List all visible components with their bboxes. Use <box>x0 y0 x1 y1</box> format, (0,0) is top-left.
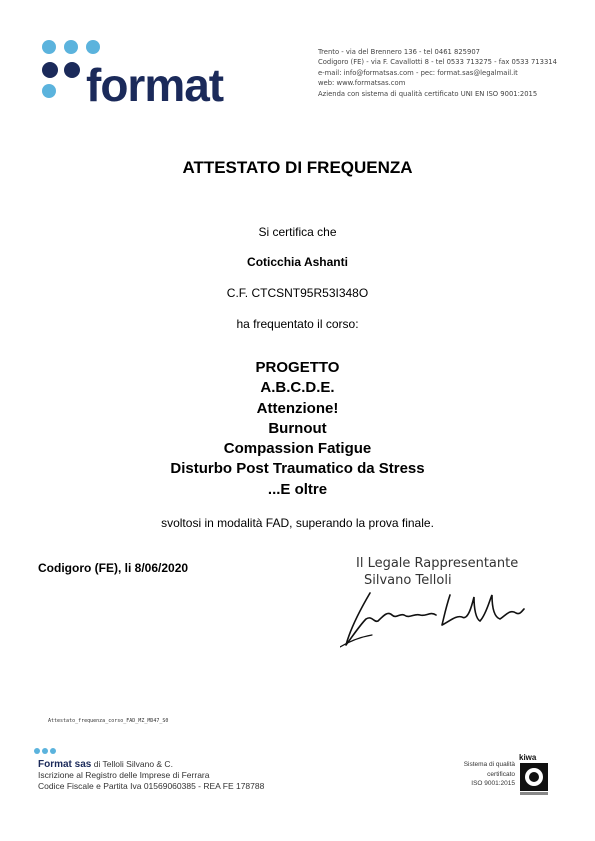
certifies-text: Si certifica che <box>258 225 337 239</box>
quality-cert-text <box>455 760 515 789</box>
course-line: Compassion Fatigue <box>223 440 372 458</box>
footer-dots-icon <box>34 748 64 756</box>
header-info-line: Trento - via del Brennero 136 - tel 0461 825907 <box>318 48 480 56</box>
cert-line: certificato <box>487 770 515 778</box>
fiscal-code: C.F. CTCSNT95R53I348O <box>226 286 369 300</box>
signatory-name: Silvano Telloli <box>364 573 452 588</box>
cert-line: ISO 9001:2015 <box>471 780 515 787</box>
format-logo <box>40 40 250 111</box>
header-contact-info <box>318 47 578 99</box>
kiwa-logo-text: kiwa <box>519 753 537 762</box>
signatory-block <box>356 555 536 589</box>
header-info-line: Codigoro (FE) - via F. Cavallotti 8 - tel 0533 713275 - fax 0533 713314 <box>318 58 557 67</box>
kiwa-certification-logo <box>517 752 551 797</box>
course-line: ...E oltre <box>267 480 328 498</box>
footer-company-info <box>38 759 264 792</box>
course-mode-text: svoltosi in modalità FAD, superando la prova finale. <box>161 516 434 530</box>
footer-line-3: Codice Fiscale e Partita Iva 01569060385 - REA FE 178788 <box>38 781 265 791</box>
document-title: ATTESTATO DI FREQUENZA <box>182 158 413 177</box>
attended-text: ha frequentato il corso: <box>236 317 359 331</box>
cert-line: Sistema di qualità <box>463 761 515 768</box>
document-code: Attestato_frequenza_corso_FAD_MZ_MD47_S0 <box>48 718 169 724</box>
header-info-line: Azienda con sistema di qualità certificato UNI EN ISO 9001:2015 <box>318 89 538 98</box>
footer-line-1 <box>38 759 264 770</box>
course-line: Burnout <box>268 419 327 437</box>
footer-line-2: Iscrizione al Registro delle Imprese di Ferrara <box>38 770 210 780</box>
header-info-line: web: www.formatsas.com <box>318 79 406 88</box>
signatory-role: Il Legale Rappresentante <box>356 556 519 571</box>
footer-brand-rest: di Telloli Silvano & C. <box>91 759 173 769</box>
place-date: Codigoro (FE), li 8/06/2020 <box>38 561 189 575</box>
handwritten-signature <box>340 585 525 650</box>
course-line: Disturbo Post Traumatico da Stress <box>170 460 425 478</box>
header-info-line: e-mail: info@formatsas.com - pec: format.sas@legalmail.it <box>318 68 518 77</box>
logo-wordmark: format <box>86 59 224 111</box>
course-line: Attenzione! <box>256 399 339 417</box>
footer-brand: Format sas <box>38 759 92 770</box>
course-line: A.B.C.D.E. <box>260 379 335 397</box>
course-line: PROGETTO <box>255 359 340 376</box>
student-name: Coticchia Ashanti <box>247 255 348 269</box>
course-title <box>0 358 595 500</box>
